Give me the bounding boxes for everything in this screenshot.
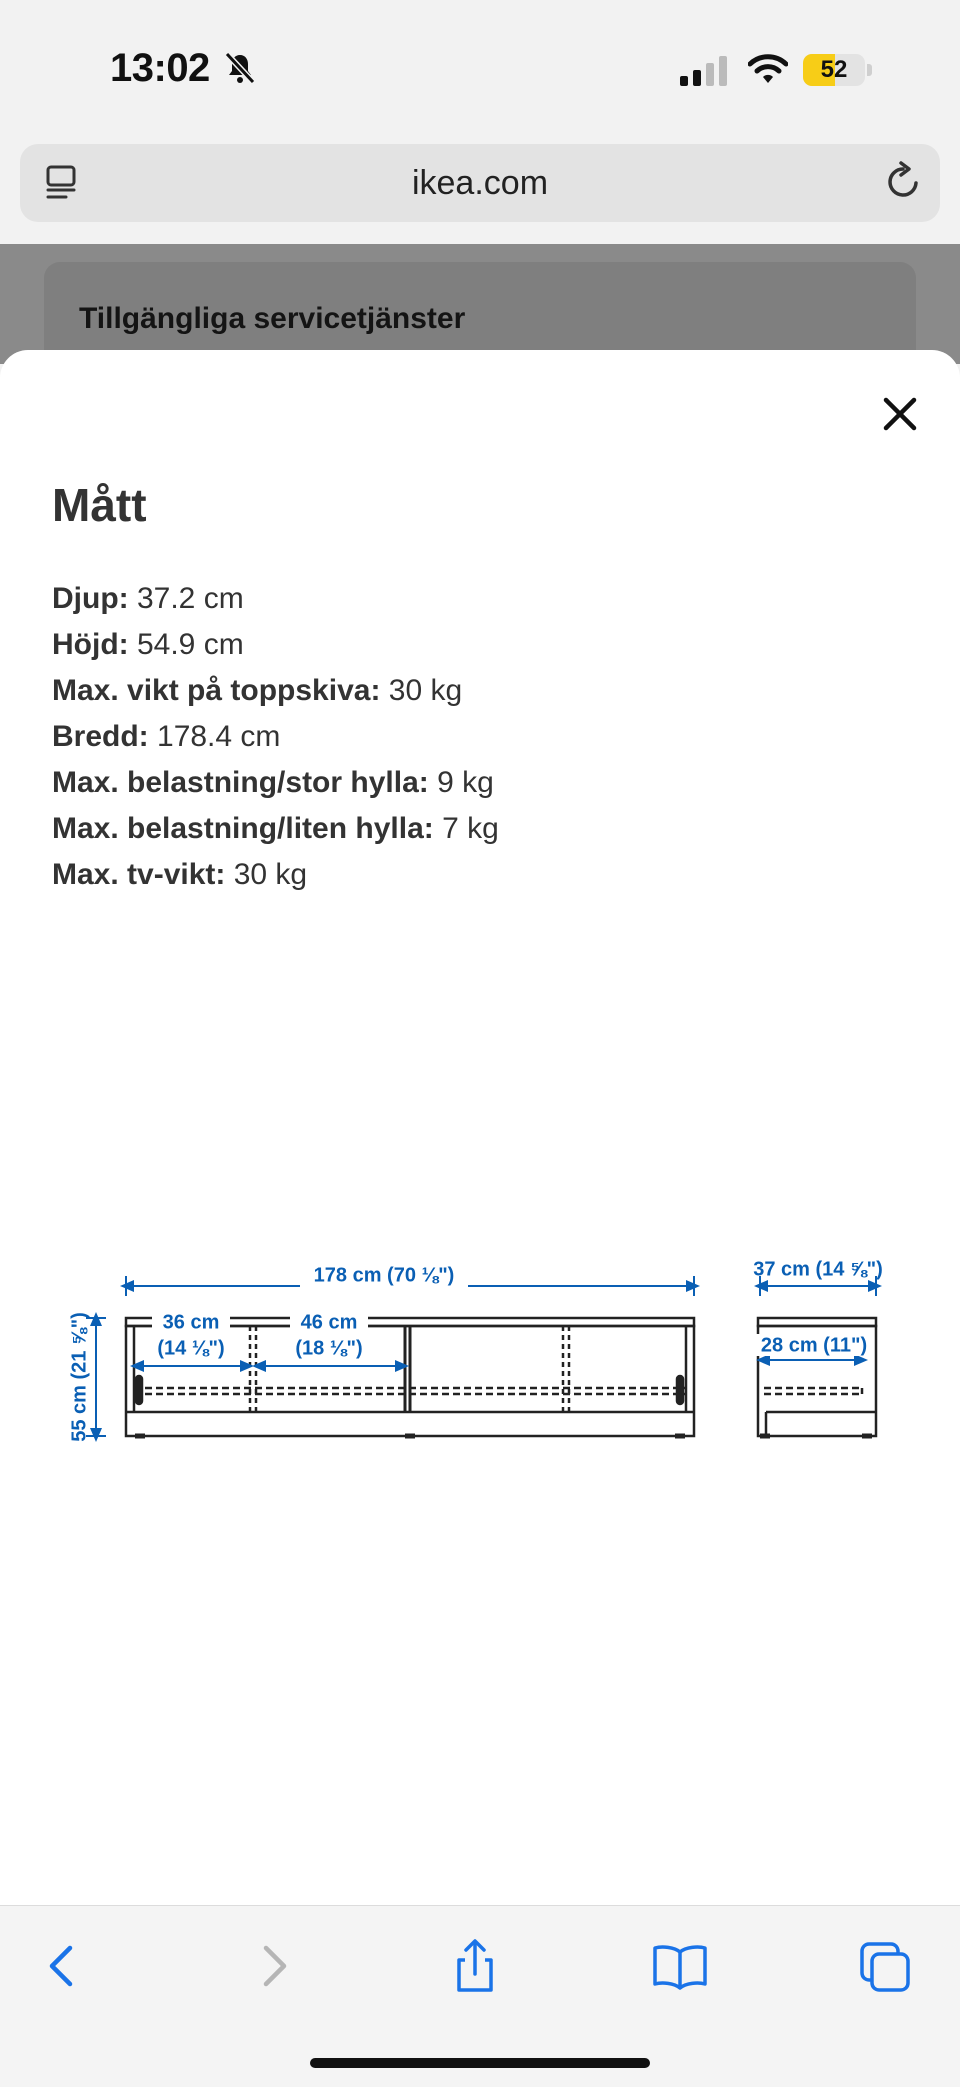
spec-value: 37.2 cm [128,582,244,615]
large-shelf-in-label: (18 ⅛") [295,1337,363,1360]
forward-icon[interactable] [244,1936,304,1996]
background-section-title: Tillgängliga servicetjänster [79,302,466,335]
spec-value: 30 kg [380,674,463,707]
spec-label: Bredd: [52,720,149,753]
small-shelf-in-label: (14 ⅛") [157,1337,225,1360]
signal-icon [680,56,730,86]
small-shelf-cm-label: 36 cm [162,1311,220,1334]
bookmarks-icon[interactable] [650,1936,710,1996]
depth-dimension-label: 37 cm (14 ⅝") [753,1258,883,1281]
url-text[interactable]: ikea.com [411,164,549,202]
spec-list [52,576,499,898]
large-shelf-cm-label: 46 cm [300,1311,358,1334]
status-bar [0,0,960,140]
spec-row [52,668,499,714]
spec-row [52,852,499,898]
spec-label: Max. vikt på toppskiva: [52,674,381,707]
reload-icon[interactable] [882,161,924,203]
bell-slash-icon [222,50,258,86]
spec-row [52,622,499,668]
width-dimension-label: 178 cm (70 ⅛") [313,1264,455,1287]
inner-depth-label: 28 cm (11") [760,1334,868,1357]
spec-value: 7 kg [433,812,499,845]
spec-label: Max. tv-vikt: [52,858,226,891]
sheet-title: Mått [52,479,147,531]
spec-value: 30 kg [225,858,308,891]
front-view [126,1318,694,1436]
spec-label: Max. belastning/stor hylla: [52,766,429,799]
share-icon[interactable] [445,1936,505,1996]
home-indicator [310,2058,650,2068]
battery-indicator [803,54,873,86]
dimension-drawing [0,1230,960,1530]
close-icon[interactable] [876,390,924,438]
address-bar[interactable] [20,144,940,222]
spec-label: Djup: [52,582,129,615]
height-dimension-label: 55 cm (21 ⅝") [68,1312,91,1442]
spec-label: Max. belastning/liten hylla: [52,812,434,845]
wifi-icon [748,52,788,86]
spec-label: Höjd: [52,628,129,661]
back-icon[interactable] [32,1936,92,1996]
battery-percent: 52 [820,56,848,83]
spec-row [52,576,499,622]
tabs-icon[interactable] [856,1936,916,1996]
spec-value: 178.4 cm [148,720,281,753]
spec-row [52,760,499,806]
spec-row [52,806,499,852]
spec-row [52,714,499,760]
spec-value: 9 kg [428,766,494,799]
status-time: 13:02 [110,46,210,90]
spec-value: 54.9 cm [128,628,244,661]
